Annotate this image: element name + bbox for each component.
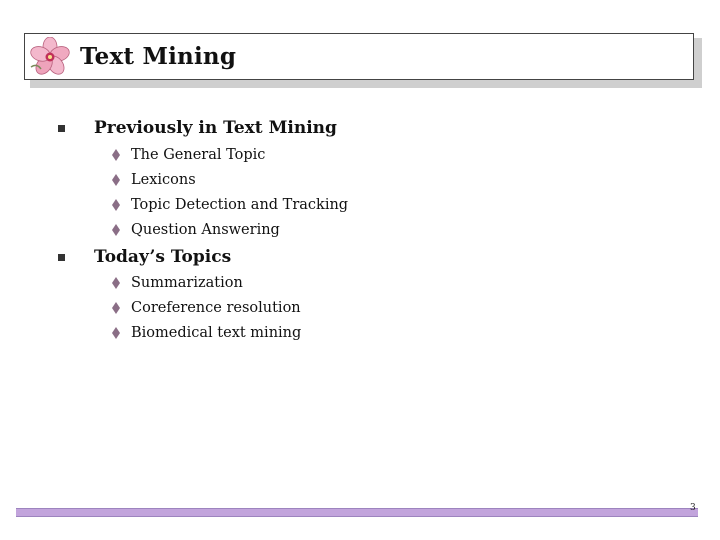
list-item-text: Lexicons	[131, 172, 196, 188]
square-bullet-icon	[58, 125, 65, 132]
diamond-bullet-icon	[110, 224, 122, 236]
square-bullet-icon	[58, 254, 65, 261]
page-number: 3	[690, 503, 696, 513]
list-item	[110, 195, 348, 215]
list-item	[110, 170, 196, 190]
list-item	[110, 220, 280, 240]
diamond-bullet-icon	[110, 327, 122, 339]
list-item	[110, 145, 265, 165]
diamond-bullet-icon	[110, 149, 122, 161]
list-item	[110, 298, 301, 318]
slide-title: Text Mining	[80, 43, 237, 70]
list-item	[110, 323, 301, 343]
diamond-bullet-icon	[110, 199, 122, 211]
diamond-bullet-icon	[110, 277, 122, 289]
list-item-text: Biomedical text mining	[131, 325, 302, 341]
diamond-bullet-icon	[110, 302, 122, 314]
list-item-text: Question Answering	[131, 222, 280, 238]
diamond-bullet-icon	[110, 174, 122, 186]
section-heading-text: Previously in Text Mining	[94, 118, 337, 138]
list-item-text: Coreference resolution	[131, 300, 301, 316]
footer-bar	[16, 508, 698, 517]
list-item-text: The General Topic	[131, 147, 266, 163]
list-item-text: Topic Detection and Tracking	[131, 197, 349, 213]
list-item	[110, 273, 243, 293]
list-item-text: Summarization	[131, 275, 243, 291]
section-heading	[58, 116, 337, 140]
section-heading	[58, 245, 231, 269]
section-heading-text: Today’s Topics	[94, 247, 232, 267]
